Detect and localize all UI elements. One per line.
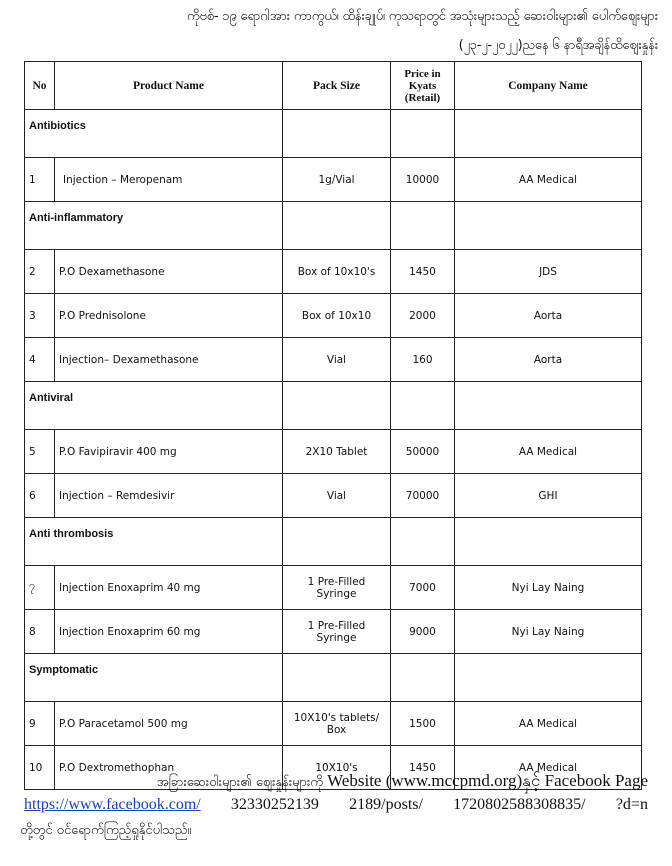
pack-size: 1 Pre-Filled Syringe [283,566,391,610]
header-product-name: Product Name [55,62,283,110]
product-name: P.O Paracetamol 500 mg [55,702,283,746]
row-number: 6 [25,474,55,518]
product-name: P.O Dextromethophan [55,746,283,790]
row-number: 2 [25,250,55,294]
price: 160 [391,338,455,382]
pack-size: 1 Pre-Filled Syringe [283,610,391,654]
company-name: AA Medical [455,430,642,474]
header-price: Price in Kyats (Retail) [391,62,455,110]
product-name: Injection – Meropenam [55,158,283,202]
company-name: Aorta [455,294,642,338]
product-name: P.O Favipiravir 400 mg [55,430,283,474]
company-name: Nyi Lay Naing [455,610,642,654]
header-company-name: Company Name [455,62,642,110]
table-row [25,250,642,294]
product-name: Injection – Remdesivir [55,474,283,518]
pack-size: Box of 10x10 [283,294,391,338]
footer-line-1 [20,770,648,795]
category-label: Symptomatic [25,654,283,702]
table-row [25,610,642,654]
company-name: JDS [455,250,642,294]
company-name: AA Medical [455,746,642,790]
price: 50000 [391,430,455,474]
product-name: Injection– Dexamethasone [55,338,283,382]
product-name: Injection Enoxaprim 60 mg [55,610,283,654]
row-number: 5 [25,430,55,474]
product-name: Injection Enoxaprim 40 mg [55,566,283,610]
row-number: 9 [25,702,55,746]
document-title: ကိုဗစ်- ၁၉ ရောဂါအား ကာကွယ်၊ ထိန်းချုပ်၊ ကုသရာတွင် အသုံးများသည့် ဆေးဝါးများ၏ ပေါက်ဈေးများ [186,9,658,24]
table-row [25,702,642,746]
price: 70000 [391,474,455,518]
header-no: No [25,62,55,110]
category-label: Anti-inflammatory [25,202,283,250]
category-row [25,382,642,430]
price-table [24,61,642,790]
row-number: ၇ [25,566,55,610]
price: 7000 [391,566,455,610]
category-label: Anti thrombosis [25,518,283,566]
table-row [25,566,642,610]
price: 1450 [391,250,455,294]
pack-size: Vial [283,338,391,382]
price: 10000 [391,158,455,202]
category-row [25,202,642,250]
pack-size: 10X10's tablets/ Box [283,702,391,746]
pack-size: 2X10 Tablet [283,430,391,474]
row-number: 1 [25,158,55,202]
pack-size: Box of 10x10's [283,250,391,294]
footer-prefix-text: အခြားဆေးဝါးများ၏ ဈေးနှုန်းများကို [156,775,323,790]
table-row [25,158,642,202]
facebook-link[interactable]: https://www.facebook.com/ [24,796,201,813]
table-row [25,474,642,518]
footer-website-text: Website (www.mccpmd.org)နှင့် Facebook Page [327,771,648,790]
product-name: P.O Prednisolone [55,294,283,338]
table-header-row [25,62,642,110]
pack-size: 10X10's [283,746,391,790]
table-row [25,430,642,474]
pack-size: 1g/Vial [283,158,391,202]
footer-url-part: 2189/posts/ [349,796,423,813]
table-row [25,294,642,338]
footer-url-part: 1720802588308835/ [453,796,586,813]
row-number: 10 [25,746,55,790]
category-row [25,110,642,158]
category-label: Antibiotics [25,110,283,158]
pack-size: Vial [283,474,391,518]
document-subtitle-date: (၂၃-၂-၂၀၂၂)ညနေ ၆ နာရီအချိန်ထိဈေးနှုန်း [458,38,658,53]
footer-line-3: တို့တွင် ဝင်ရောက်ကြည့်ရှုနိုင်ပါသည်။ [20,823,192,838]
company-name: GHI [455,474,642,518]
category-label: Antiviral [25,382,283,430]
footer-line-2 [24,796,648,814]
row-number: 8 [25,610,55,654]
row-number: 4 [25,338,55,382]
price: 1450 [391,746,455,790]
category-row [25,654,642,702]
row-number: 3 [25,294,55,338]
footer-url-part: 32330252139 [230,796,319,813]
company-name: Aorta [455,338,642,382]
footer-url-part: ?d=n [615,796,648,813]
company-name: AA Medical [455,702,642,746]
company-name: AA Medical [455,158,642,202]
table-row [25,338,642,382]
price: 1500 [391,702,455,746]
price: 9000 [391,610,455,654]
product-name: P.O Dexamethasone [55,250,283,294]
price: 2000 [391,294,455,338]
company-name: Nyi Lay Naing [455,566,642,610]
header-pack-size: Pack Size [283,62,391,110]
category-row [25,518,642,566]
